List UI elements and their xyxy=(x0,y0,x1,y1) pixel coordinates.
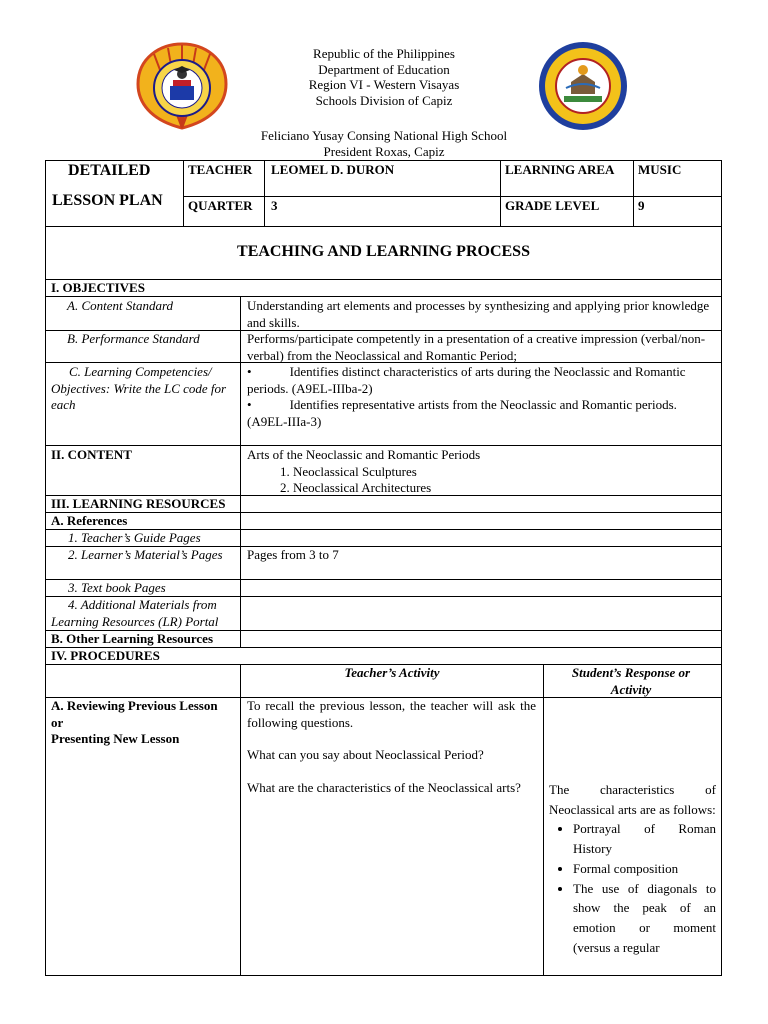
rule xyxy=(264,160,265,226)
content-title: Arts of the Neoclassic and Romantic Periods xyxy=(247,447,481,462)
step-a-label-line: or xyxy=(51,714,64,730)
rule xyxy=(633,160,634,226)
teacher-paragraph: What can you say about Neoclassical Period? xyxy=(247,747,484,762)
header-line-deped: Department of Education xyxy=(318,61,450,77)
content-item: 1. Neoclassical Sculptures xyxy=(293,464,715,481)
content-block xyxy=(247,447,715,497)
competency-item: • Identifies representative artists from the Neoclassic and Romantic periods. (A9EL-IIIa-3) xyxy=(247,397,677,429)
student-item: • Formal composition xyxy=(573,859,716,879)
bullet-icon: • xyxy=(247,397,252,412)
other-resources-label: B. Other Learning Resources xyxy=(51,631,214,646)
content-standard-value: Understanding art elements and processes by synthesizing and applying prior knowledge and skills. xyxy=(247,298,710,330)
student-response-text xyxy=(549,780,716,957)
student-intro: The characteristics of Neoclassical arts are as follows: xyxy=(549,782,716,817)
rule xyxy=(240,296,241,512)
additional-materials-label: 4. Additional Materials from Learning Resources (LR) Portal xyxy=(51,597,219,629)
content-standard-label: A. Content Standard xyxy=(67,298,174,313)
rule xyxy=(500,160,501,226)
header-line-region: Region VI - Western Visayas xyxy=(308,77,460,93)
learning-area-value: MUSIC xyxy=(638,162,682,177)
rule xyxy=(45,160,46,976)
teachers-guide-label: 1. Teacher’s Guide Pages xyxy=(68,530,201,545)
rule xyxy=(183,160,184,226)
teacher-activity-header: Teacher’s Activity xyxy=(344,665,440,680)
student-response-header: Student’s Response or Activity xyxy=(571,665,691,697)
step-a-label-line: A. Reviewing Previous Lesson xyxy=(51,698,218,713)
competencies-label: C. Learning Competencies/ Objectives: Write the LC code for each xyxy=(51,364,227,412)
learners-material-label: 2. Learner’s Material’s Pages xyxy=(68,547,223,562)
student-list xyxy=(549,819,716,957)
school-header xyxy=(0,128,768,159)
content-item: 2. Neoclassical Architectures xyxy=(293,480,715,497)
deped-header xyxy=(0,46,768,108)
references-label: A. References xyxy=(51,513,128,528)
teacher-activity-text xyxy=(247,698,536,796)
grade-level-value: 9 xyxy=(638,198,645,213)
learning-area-label: LEARNING AREA xyxy=(505,162,615,177)
competencies-list xyxy=(247,364,717,430)
rule xyxy=(543,664,544,975)
school-address: President Roxas, Capiz xyxy=(323,143,445,159)
step-a-label xyxy=(51,698,237,748)
rule xyxy=(45,975,722,976)
content-list xyxy=(247,464,715,497)
teacher-value: LEOMEL D. DURON xyxy=(271,162,395,177)
rule xyxy=(45,296,722,297)
teacher-paragraph: To recall the previous lesson, the teacher will ask the following questions. xyxy=(247,698,536,730)
textbook-label: 3. Text book Pages xyxy=(68,580,166,595)
performance-standard-label: B. Performance Standard xyxy=(67,331,200,346)
school-name: Feliciano Yusay Consing National High School xyxy=(260,128,508,143)
spacer xyxy=(247,764,536,780)
objectives-heading: I. OBJECTIVES xyxy=(51,280,145,295)
learners-material-value: Pages from 3 to 7 xyxy=(247,547,339,562)
quarter-value: 3 xyxy=(271,198,278,213)
student-item: • The use of diagonals to show the peak of an emotion or moment (versus a regular xyxy=(573,879,716,958)
quarter-label: QUARTER xyxy=(188,198,253,213)
step-a-label-line: Presenting New Lesson xyxy=(51,731,180,746)
rule xyxy=(45,226,722,227)
competency-item: • Identifies distinct characteristics of arts during the Neoclassic and Romantic periods. (A9EL-IIIba-2) xyxy=(247,364,686,396)
section-title: TEACHING AND LEARNING PROCESS xyxy=(237,243,530,260)
teacher-label: TEACHER xyxy=(188,162,253,177)
plan-title-line1: DETAILED xyxy=(68,162,151,179)
procedures-heading: IV. PROCEDURES xyxy=(51,648,160,663)
performance-standard-value: Performs/participate competently in a presentation of a creative impression (verbal/non-verbal) from the Neoclassical and Romantic Period; xyxy=(247,331,706,363)
rule xyxy=(45,279,722,280)
spacer xyxy=(247,731,536,747)
header-line-republic: Republic of the Philippines xyxy=(313,46,455,61)
bullet-icon: • xyxy=(247,364,252,379)
rule xyxy=(45,445,722,446)
rule xyxy=(240,664,241,975)
header-line-division: Schools Division of Capiz xyxy=(315,92,453,108)
school-seal-icon xyxy=(536,40,630,132)
rule xyxy=(721,160,722,976)
rule xyxy=(240,512,241,647)
student-item: • Portrayal of Roman History xyxy=(573,819,716,858)
resources-heading: III. LEARNING RESOURCES xyxy=(51,496,226,511)
teacher-paragraph: What are the characteristics of the Neoclassical arts? xyxy=(247,779,521,795)
grade-level-label: GRADE LEVEL xyxy=(505,198,600,213)
rule xyxy=(45,160,722,161)
content-heading: II. CONTENT xyxy=(51,447,132,462)
plan-title-line2: LESSON PLAN xyxy=(52,192,163,209)
